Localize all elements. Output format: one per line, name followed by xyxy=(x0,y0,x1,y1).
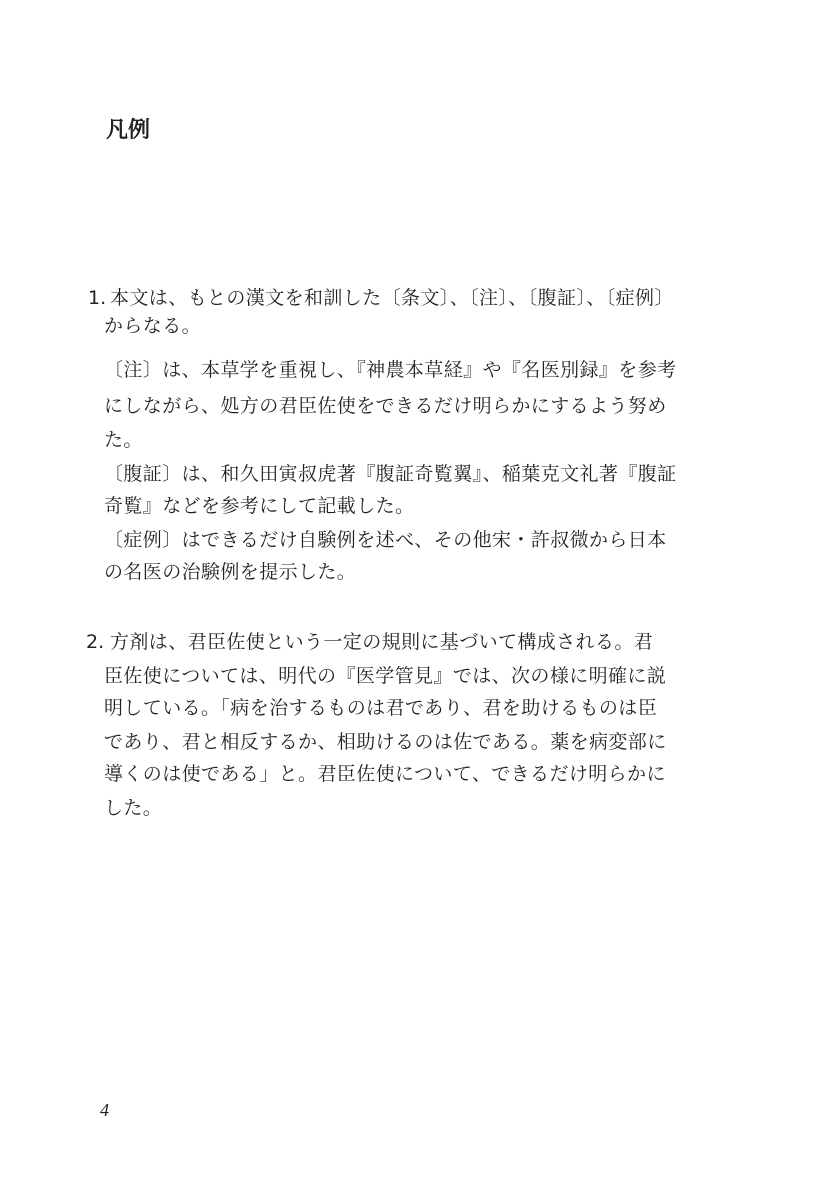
item-number: 1. xyxy=(88,287,107,309)
text-line: 〔腹証〕は、和久田寅叔虎著『腹証奇覧翼』、稲葉克文礼著『腹証 xyxy=(104,463,677,485)
text-line: 方剤は、君臣佐使という一定の規則に基づいて構成される。君 xyxy=(110,631,654,653)
text-line: た。 xyxy=(104,429,143,451)
page-title: 凡例 xyxy=(106,117,151,143)
text-line: 奇覧』などを参考にして記載した。 xyxy=(104,495,415,517)
text-line: の名医の治験例を提示した。 xyxy=(104,561,357,583)
text-line: にしながら、処方の君臣佐使をできるだけ明らかにするよう努め xyxy=(104,395,667,417)
text-line: 〔症例〕はできるだけ自験例を述べ、その他宋・許叔微から日本 xyxy=(104,529,667,551)
text-line: であり、君と相反するか、相助けるのは佐である。薬を病変部に xyxy=(104,731,667,753)
text-line: からなる。 xyxy=(104,315,202,337)
text-line: した。 xyxy=(104,797,163,819)
text-line: 導くのは使である」と。君臣佐使について、できるだけ明らかに xyxy=(104,763,666,785)
page-number: 4 xyxy=(100,1100,109,1120)
text-line: 本文は、もとの漢文を和訓した〔条文〕、〔注〕、〔腹証〕、〔症例〕 xyxy=(110,287,674,309)
text-line: 明している。「病を治するものは君であり、君を助けるものは臣 xyxy=(104,697,658,719)
text-line: 〔注〕は、本草学を重視し、『神農本草経』や『名医別録』を参考 xyxy=(104,359,677,381)
item-number: 2. xyxy=(86,631,105,653)
text-line: 臣佐使については、明代の『医学管見』では、次の様に明確に説 xyxy=(104,665,667,687)
